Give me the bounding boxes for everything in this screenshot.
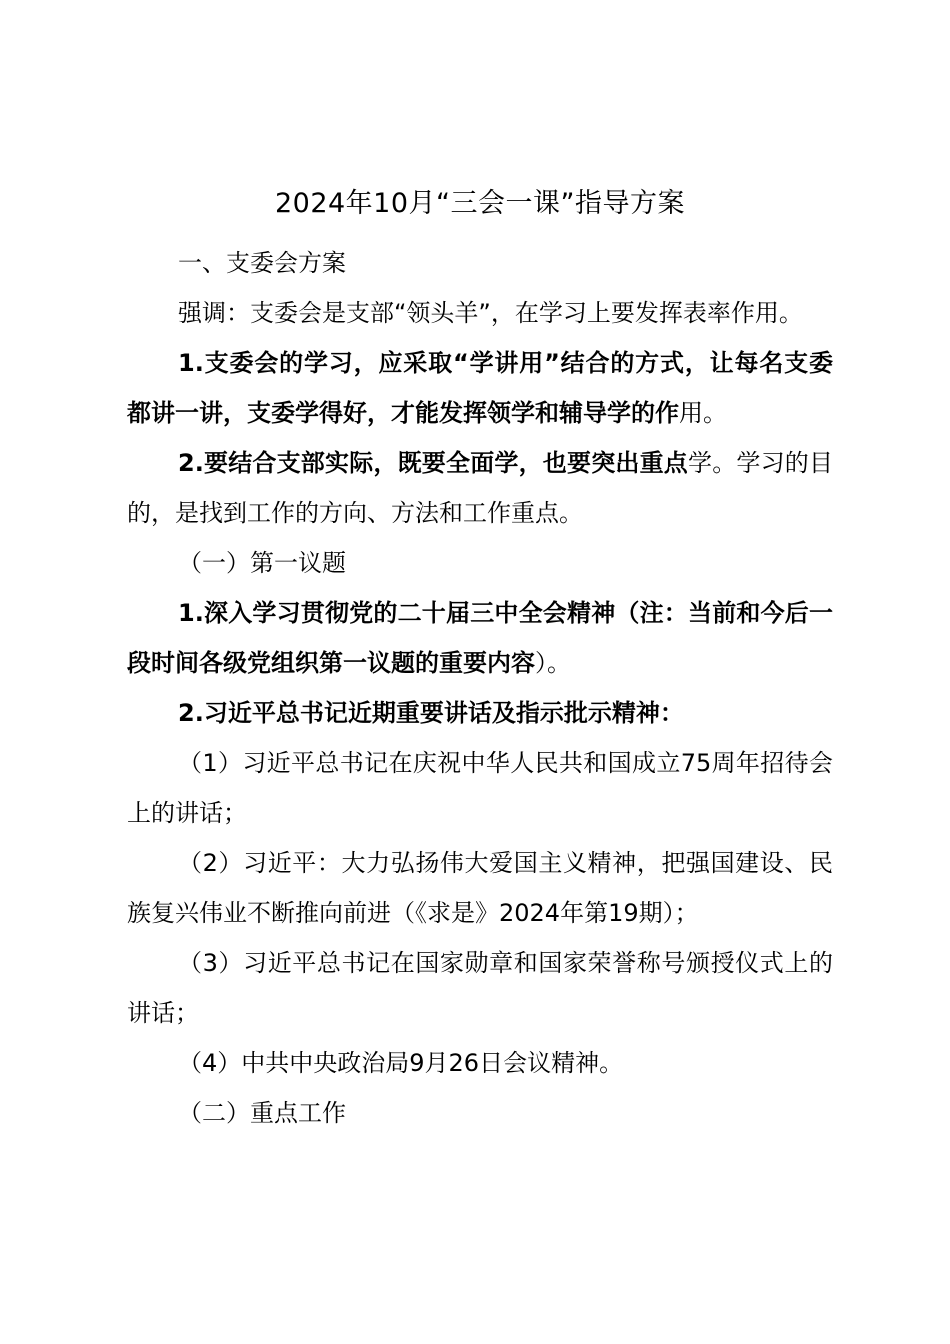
point-1-tail-text: 用。	[679, 399, 727, 427]
list-item-2: （2）习近平：大力弘扬伟大爱国主义精神，把强国建设、民族复兴伟业不断推向前进（《求是》2024年第19期）；	[127, 849, 833, 927]
topic-2-paragraph: 2.习近平总书记近期重要讲话及指示批示精神：	[178, 699, 684, 727]
sub-heading-first-topic: （一）第一议题	[178, 549, 346, 577]
topic-1-paragraph	[127, 588, 833, 688]
point-2-tail-text: 学。学习的目的，是找到工作的方向、方法和工作重点。	[127, 449, 833, 527]
sub-heading-key-work: （二）重点工作	[178, 1099, 346, 1127]
point-1-paragraph	[127, 338, 833, 438]
topic-1-bold-text: 1.深入学习贯彻党的二十届三中全会精神（注：当前和今后一段时间各级党组织第一议题的重要内容	[127, 599, 833, 677]
list-item-1: （1）习近平总书记在庆祝中华人民共和国成立75周年招待会上的讲话；	[127, 749, 833, 827]
list-item-4: （4）中共中央政治局9月26日会议精神。	[178, 1049, 624, 1077]
topic-1-tail-text: ）。	[535, 649, 571, 677]
document-body	[127, 176, 833, 1138]
point-2-bold-text: 2.要结合支部实际，既要全面学，也要突出重点	[178, 449, 688, 477]
document-title: 2024年10月“三会一课”指导方案	[274, 188, 686, 219]
section-heading-branch-committee: 一、支委会方案	[178, 249, 346, 277]
list-item-3: （3）习近平总书记在国家勋章和国家荣誉称号颁授仪式上的讲话；	[127, 949, 833, 1027]
point-1-bold-text: 1.支委会的学习，应采取“学讲用”结合的方式，让每名支委都讲一讲，支委学得好，才能发挥领学和辅导学的作	[127, 349, 833, 427]
point-2-paragraph	[127, 438, 833, 538]
emphasis-paragraph: 强调：支委会是支部“领头羊”，在学习上要发挥表率作用。	[178, 299, 803, 327]
